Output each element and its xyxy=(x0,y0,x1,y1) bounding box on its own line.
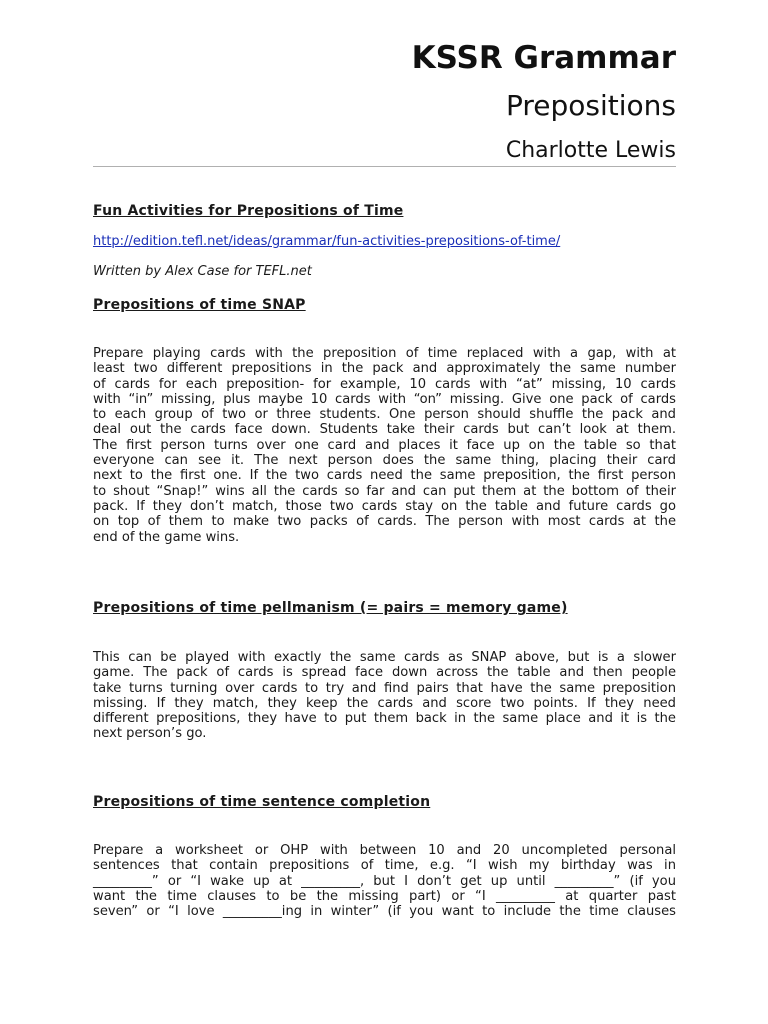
paragraph-line: everyone can see it. The next person does the same thing, placing their card xyxy=(93,453,676,469)
document-author: Charlotte Lewis xyxy=(505,138,676,163)
paragraph-line: sentences that contain prepositions of time, e.g. “I wish my birthday was in xyxy=(93,858,676,874)
paragraph-line: next person’s go. xyxy=(93,726,207,742)
paragraph-line: This can be played with exactly the same cards as SNAP above, but is a slower xyxy=(93,650,676,665)
paragraph-line: with “in” missing, plus maybe 10 cards with “on” missing. Give one pack of cards xyxy=(93,391,676,407)
section-heading-snap: Prepositions of time SNAP xyxy=(93,297,306,313)
section-paragraph-snap xyxy=(93,346,676,545)
paragraph-line: deal out the cards face down. Students take their cards but can’t look at them. xyxy=(93,422,676,438)
section-heading-pellmanism: Prepositions of time pellmanism (= pairs = memory game) xyxy=(93,600,568,616)
paragraph-line: least two different prepositions in the pack and approximately the same number xyxy=(93,361,676,377)
paragraph-line: Prepare a worksheet or OHP with between 10 and 20 uncompleted personal xyxy=(93,843,676,858)
paragraph-line: of cards for each preposition- for example, 10 cards with “at” missing, 10 cards xyxy=(93,376,676,392)
header-divider xyxy=(93,166,676,167)
intro-heading: Fun Activities for Prepositions of Time xyxy=(93,203,404,219)
paragraph-line: _________” or “I wake up at _________, but I don’t get up until _________” (if you xyxy=(93,873,676,889)
paragraph-line: take turns turning over cards to try and find pairs that have the same preposition xyxy=(93,680,676,696)
paragraph-line: The first person turns over one card and places it face up on the table so that xyxy=(93,437,676,453)
paragraph-line: next to the first one. If the two cards need the same preposition, the first person xyxy=(93,468,676,484)
paragraph-line: different prepositions, they have to put them back in the same place and it is the xyxy=(93,711,676,727)
paragraph-line: want the time clauses to be the missing part) or “I _________ at quarter past xyxy=(93,888,676,904)
paragraph-line: to each group of two or three students. One person should shuffle the pack and xyxy=(93,407,676,423)
section-paragraph-sentence-completion xyxy=(93,843,676,919)
paragraph-line: to shout “Snap!” wins all the cards so far and can put them at the bottom of their xyxy=(93,483,676,499)
paragraph-line: missing. If they match, they keep the cards and score two points. If they need xyxy=(93,695,676,711)
document-subtitle: Prepositions xyxy=(505,89,676,122)
credit-text: Written by Alex Case for TEFL.net xyxy=(93,264,312,279)
section-paragraph-pellmanism xyxy=(93,650,676,742)
paragraph-line: seven” or “I love _________ing in winter” (if you want to include the time clauses xyxy=(93,904,676,920)
paragraph-line: game. The pack of cards is spread face down across the table and then people xyxy=(93,665,676,681)
section-heading-sentence-completion: Prepositions of time sentence completion xyxy=(93,794,431,810)
source-link[interactable]: http://edition.tefl.net/ideas/grammar/fun-activities-prepositions-of-time/ xyxy=(93,234,561,249)
paragraph-line: pack. If they don’t match, those two cards stay on the table and future cards go xyxy=(93,498,676,514)
paragraph-line: end of the game wins. xyxy=(93,529,240,545)
document-title: KSSR Grammar xyxy=(411,40,676,76)
paragraph-line: Prepare playing cards with the preposition of time replaced with a gap, with at xyxy=(93,346,676,361)
paragraph-line: on top of them to make two packs of cards. The person with most cards at the xyxy=(93,514,676,530)
